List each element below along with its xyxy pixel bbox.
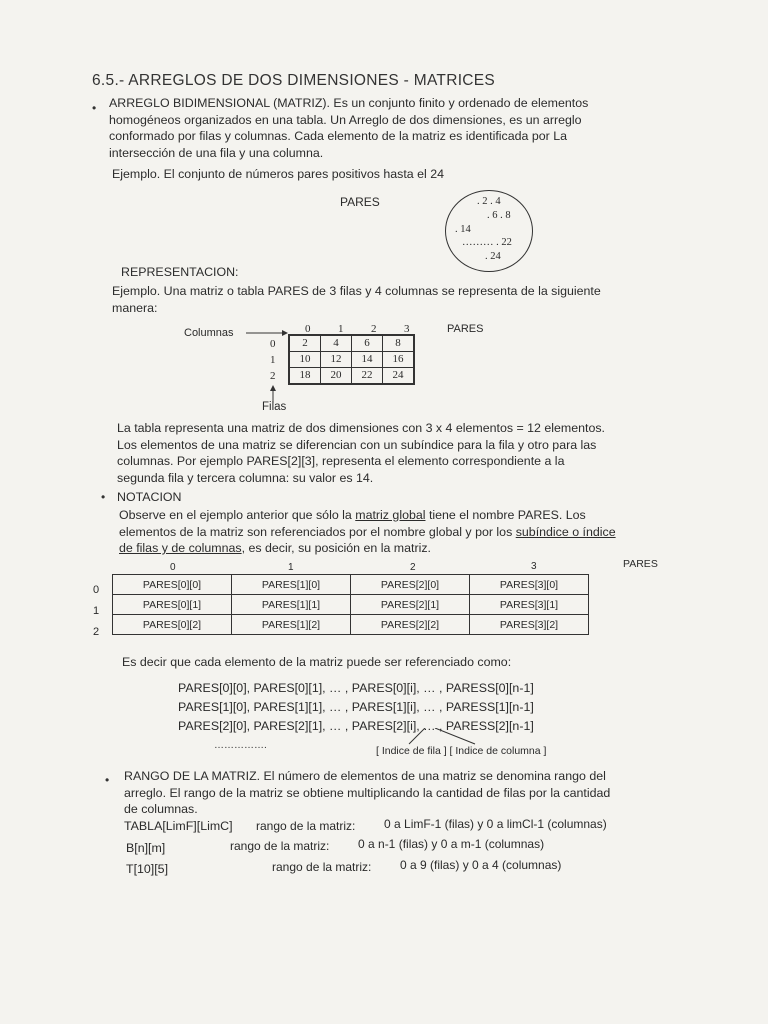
notation-text: , es decir, su posición en la matriz.: [241, 541, 431, 555]
set-element: . 2 . 4: [477, 196, 501, 207]
index-table-name: PARES: [623, 558, 658, 570]
set-name-label: PARES: [340, 195, 380, 209]
explanation-line: segunda fila y tercera columna: su valor es 14.: [117, 470, 374, 485]
index-arrows-icon: [395, 728, 485, 746]
example-matrix-line: Ejemplo. Una matriz o tabla PARES de 3 filas y 4 columnas se representa de la siguiente: [112, 284, 601, 298]
columns-label: Columnas: [184, 327, 234, 339]
matrix-cell: 10: [290, 352, 321, 368]
col-index: 0: [305, 323, 311, 335]
bullet-dot: •: [101, 490, 106, 504]
matrix-cell: 20: [321, 368, 352, 384]
pares-value-matrix: [289, 335, 414, 384]
matrix-cell: 22: [352, 368, 383, 384]
table-row: [113, 575, 589, 595]
definition-line: ARREGLO BIDIMENSIONAL (MATRIZ). Es un conjunto finito y ordenado de elementos: [109, 96, 589, 110]
rank-paragraph: [124, 768, 610, 818]
definition-line: intersección de una fila y una columna.: [109, 145, 324, 160]
matrix-cell: 16: [383, 352, 414, 368]
representation-heading: REPRESENTACION:: [121, 265, 239, 279]
definition-line: homogéneos organizados en una tabla. Un Arreglo de dos dimensiones, es un arreglo: [109, 112, 582, 127]
row-index: 0: [93, 584, 100, 596]
explanation-paragraph: [117, 420, 605, 486]
index-cell: PARES[0][0]: [113, 575, 232, 595]
notation-line: [119, 540, 616, 557]
explanation-line: Los elementos de una matriz se diferencian con un subíndice para la fila y otro para las: [117, 437, 597, 452]
index-cell: PARES[2][1]: [351, 595, 470, 615]
example-matrix-line: manera:: [112, 300, 158, 315]
row-index: 2: [93, 626, 100, 638]
col-index: 3: [404, 323, 410, 335]
rank-label: rango de la matriz:: [256, 819, 356, 833]
rank-decl: T[10][5]: [126, 862, 169, 876]
notation-underlined-text: matriz global: [355, 508, 426, 522]
matrix-cell: 24: [383, 368, 414, 384]
index-cell: PARES[0][1]: [113, 595, 232, 615]
index-cell: PARES[2][2]: [351, 615, 470, 635]
index-cell: PARES[1][0]: [232, 575, 351, 595]
reference-line: PARES[2][0], PARES[2][1], … , PARES[2][i], … , PARESS[2][n-1]: [178, 719, 534, 733]
bullet-dot: •: [92, 101, 97, 115]
section-title: 6.5.- ARREGLOS DE DOS DIMENSIONES - MATRICES: [92, 72, 496, 89]
matrix-cell: 8: [383, 336, 414, 352]
col-index: 2: [410, 562, 416, 573]
table-row: [290, 368, 414, 384]
rank-range: 0 a n-1 (filas) y 0 a m-1 (columnas): [358, 837, 545, 851]
col-index: 2: [371, 323, 377, 335]
table-row: [113, 615, 589, 635]
rank-line: RANGO DE LA MATRIZ. El número de elementos de una matriz se denomina rango del: [124, 769, 606, 783]
explanation-line: columnas. Por ejemplo PARES[2][3], representa el elemento correspondiente a la: [117, 454, 565, 468]
rank-label: rango de la matriz:: [230, 839, 330, 853]
bullet-dot: •: [105, 773, 110, 787]
set-element: . 14: [455, 224, 471, 235]
matrix-cell: 6: [352, 336, 383, 352]
reference-line: PARES[0][0], PARES[0][1], … , PARES[0][i], … , PARESS[0][n-1]: [178, 681, 534, 695]
index-cell: PARES[0][2]: [113, 615, 232, 635]
example-set-text: Ejemplo. El conjunto de números pares positivos hasta el 24: [112, 167, 444, 181]
matrix-name-label: PARES: [447, 323, 484, 335]
rank-range: 0 a 9 (filas) y 0 a 4 (columnas): [400, 858, 562, 872]
table-row: [290, 352, 414, 368]
row-index: 2: [270, 370, 276, 382]
notation-text: elementos de la matriz son referenciados por el nombre global y por los: [119, 524, 516, 539]
set-element: . 6 . 8: [487, 210, 511, 221]
reference-intro: Es decir que cada elemento de la matriz puede ser referenciado como:: [122, 655, 512, 669]
index-cell: PARES[3][2]: [470, 615, 589, 635]
matrix-cell: 14: [352, 352, 383, 368]
rank-label: rango de la matriz:: [272, 860, 372, 874]
explanation-line: La tabla representa una matriz de dos dimensiones con 3 x 4 elementos = 12 elementos.: [117, 421, 606, 435]
notation-line: [119, 507, 616, 524]
row-index: 1: [270, 354, 276, 366]
notation-text: tiene el nombre PARES. Los: [425, 508, 586, 522]
notation-underlined-text: subíndice o índice: [515, 524, 616, 539]
matrix-cell: 4: [321, 336, 352, 352]
index-cell: PARES[2][0]: [351, 575, 470, 595]
index-cell: PARES[1][2]: [232, 615, 351, 635]
reference-line: PARES[1][0], PARES[1][1], … , PARES[1][i], … , PARESS[1][n-1]: [178, 700, 534, 714]
set-element: . 24: [485, 251, 501, 262]
index-cell: PARES[3][0]: [470, 575, 589, 595]
rank-decl: TABLA[LimF][LimC]: [124, 819, 233, 833]
set-element: ……… . 22: [462, 237, 512, 248]
table-row: [290, 336, 414, 352]
col-index: 1: [288, 562, 294, 573]
col-index: 3: [531, 561, 537, 572]
notation-paragraph: [119, 507, 616, 557]
notation-line: [119, 524, 616, 541]
rank-range: 0 a LimF-1 (filas) y 0 a limCl-1 (columnas): [384, 817, 607, 831]
definition-paragraph: [109, 95, 588, 161]
notation-underlined-text: de filas y de columnas: [119, 541, 242, 555]
continuation-dots: …………….: [214, 740, 267, 751]
rank-decl: B[n][m]: [126, 841, 166, 855]
col-index: 1: [338, 323, 344, 335]
example-matrix-text: [112, 283, 601, 316]
definition-line: conformado por filas y columnas. Cada elemento de la matriz es identificada por La: [109, 129, 568, 143]
matrix-cell: 2: [290, 336, 321, 352]
rank-line: arreglo. El rango de la matriz se obtiene multiplicando la cantidad de filas por la cantidad: [124, 785, 611, 800]
rank-line: de columnas.: [124, 802, 198, 816]
notation-text: Observe en el ejemplo anterior que sólo la: [119, 508, 356, 522]
matrix-cell: 18: [290, 368, 321, 384]
row-index: 0: [270, 338, 276, 350]
index-labels: [ Indice de fila ] [ Indice de columna ]: [376, 745, 547, 757]
columns-arrow-icon: [246, 327, 288, 339]
matrix-cell: 12: [321, 352, 352, 368]
notation-heading: NOTACION: [117, 490, 182, 504]
row-index: 1: [93, 605, 100, 617]
index-cell: PARES[3][1]: [470, 595, 589, 615]
index-cell: PARES[1][1]: [232, 595, 351, 615]
col-index: 0: [170, 562, 176, 573]
pares-index-table: [112, 574, 589, 635]
table-row: [113, 595, 589, 615]
rows-label: Filas: [262, 401, 287, 413]
